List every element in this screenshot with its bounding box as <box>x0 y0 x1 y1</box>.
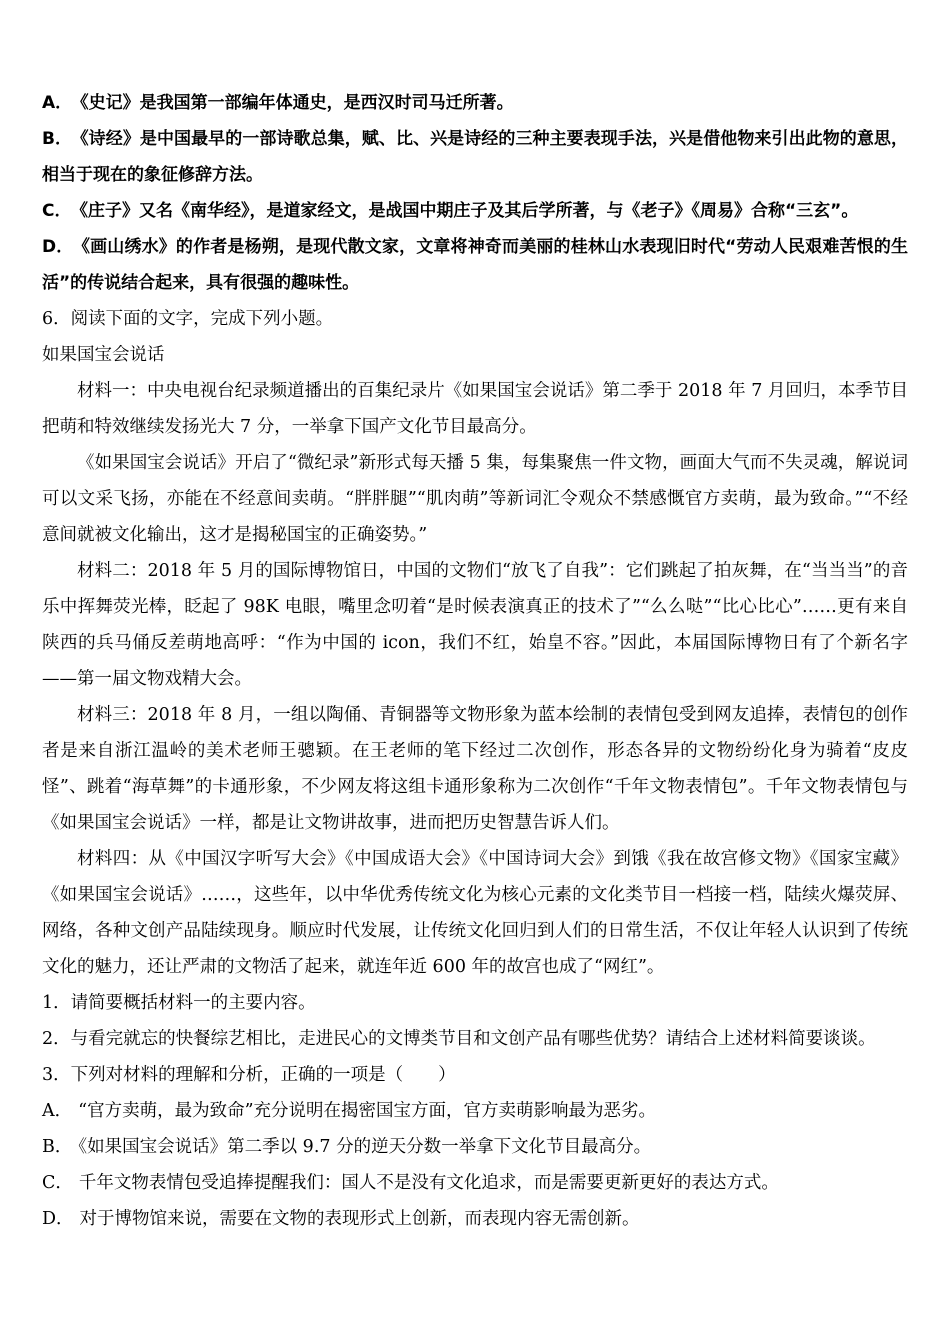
option-c-label: C． <box>42 201 72 221</box>
q3-option-d-label: D． <box>42 1209 74 1229</box>
option-d-label: D． <box>42 237 74 257</box>
sub-question-2: 2．与看完就忘的快餐综艺相比，走进民心的文博类节目和文创产品有哪些优势？请结合上述材料简要谈谈。 <box>42 1029 876 1049</box>
q3-option-d <box>42 1201 908 1237</box>
passage-paragraph-material-3: 材料三：2018 年 8 月，一组以陶俑、青铜器等文物形象为蓝本绘制的表情包受到网友追捧，表情包的创作者是来自浙江温岭的美术老师王骢颖。在王老师的笔下经过二次创作，形态各异的文物纷纷化身为骑着“皮皮怪”、跳着“海草舞”的卡通形象，不少网友将这组卡通形象称为二次创作“千年文物表情包”。千年文物表情包与《如果国宝会说话》一样，都是让文物讲故事，进而把历史智慧告诉人们。 <box>42 705 908 833</box>
question-6-stem: 6．阅读下面的文字，完成下列小题。 <box>42 309 334 329</box>
reading-question-section <box>42 301 908 1237</box>
literature-option-a <box>42 85 908 121</box>
passage-paragraph-material-1b: 《如果国宝会说话》开启了“微纪录”新形式每天播 5 集，每集聚焦一件文物，画面大气而不失灵魂，解说词可以文采飞扬，亦能在不经意间卖萌。“胖胖腿”“肌肉萌”等新词汇令观众不禁感慨官方卖萌，最为致命。”“不经意间就被文化输出，这才是揭秘国宝的正确姿势。” <box>42 453 908 545</box>
literature-option-c <box>42 193 908 229</box>
q3-option-b-text: 《如果国宝会说话》第二季以 9.7 分的逆天分数一举拿下文化节目最高分。 <box>78 1137 652 1157</box>
literature-option-b <box>42 121 908 193</box>
q3-option-a-label: A． <box>42 1101 73 1121</box>
option-a-label: A． <box>42 93 73 113</box>
q3-option-a-text: “官方卖萌，最为致命”充分说明在揭密国宝方面，官方卖萌影响最为恶劣。 <box>78 1101 657 1121</box>
option-c-text: 《庄子》又名《南华经》，是道家经文，是战国中期庄子及其后学所著，与《老子》《周易》合称“三玄”。 <box>79 201 859 221</box>
option-b-label: B． <box>42 129 73 149</box>
literature-option-d <box>42 229 908 301</box>
q3-option-b <box>42 1129 908 1165</box>
passage-paragraph-material-4: 材料四：从《中国汉字听写大会》《中国成语大会》《中国诗词大会》到饿《我在故宫修文物》《国家宝藏》《如果国宝会说话》……，这些年，以中华优秀传统文化为核心元素的文化类节目一档接一档，陆续火爆荧屏、网络，各种文创产品陆续现身。顺应时代发展，让传统文化回归到人们的日常生活，不仅让年轻人认识到了传统文化的魅力，还让严肃的文物活了起来，就连年近 600 年的故宫也成了“网红”。 <box>42 849 908 977</box>
passage-paragraph-material-2: 材料二：2018 年 5 月的国际博物馆日，中国的文物们“放飞了自我”：它们跳起了拍灰舞，在“当当当”的音乐中挥舞荧光棒，眨起了 98K 电眼，嘴里念叨着“是时候表演真正的技术了”“么么哒”“比心比心”……更有来自陕西的兵马俑反差萌地高呼：“作为中国的 icon，我们不红，始皇不容。”因此，本届国际博物日有了个新名字——第一届文物戏精大会。 <box>42 561 908 689</box>
literature-options-section <box>42 85 908 301</box>
sub-question-1: 1．请简要概括材料一的主要内容。 <box>42 993 316 1013</box>
sub-question-3: 3．下列对材料的理解和分析，正确的一项是（ ） <box>42 1065 456 1085</box>
q3-option-c-label: C． <box>42 1173 73 1193</box>
q3-option-a <box>42 1093 908 1129</box>
q3-option-b-label: B． <box>42 1137 73 1157</box>
option-a-text: 《史记》是我国第一部编年体通史，是西汉时司马迁所著。 <box>80 93 514 113</box>
q3-option-d-text: 对于博物馆来说，需要在文物的表现形式上创新，而表现内容无需创新。 <box>79 1209 640 1229</box>
passage-title: 如果国宝会说话 <box>42 345 165 365</box>
q3-option-c-text: 千年文物表情包受追捧提醒我们：国人不是没有文化追求，而是需要更新更好的表达方式。 <box>78 1173 779 1193</box>
option-b-text: 《诗经》是中国最早的一部诗歌总集，赋、比、兴是诗经的三种主要表现手法，兴是借他物来引出此物的意思，相当于现在的象征修辞方法。 <box>42 129 908 185</box>
passage-paragraph-material-1: 材料一：中央电视台纪录频道播出的百集纪录片《如果国宝会说话》第二季于 2018 年 7 月回归，本季节目把萌和特效继续发扬光大 7 分，一举拿下国产文化节目最高分。 <box>42 381 908 437</box>
q3-option-c <box>42 1165 908 1201</box>
option-d-text: 《画山绣水》的作者是杨朔，是现代散文家，文章将神奇而美丽的桂林山水表现旧时代“劳动人民艰难苦恨的生活”的传说结合起来，具有很强的趣味性。 <box>42 237 908 293</box>
